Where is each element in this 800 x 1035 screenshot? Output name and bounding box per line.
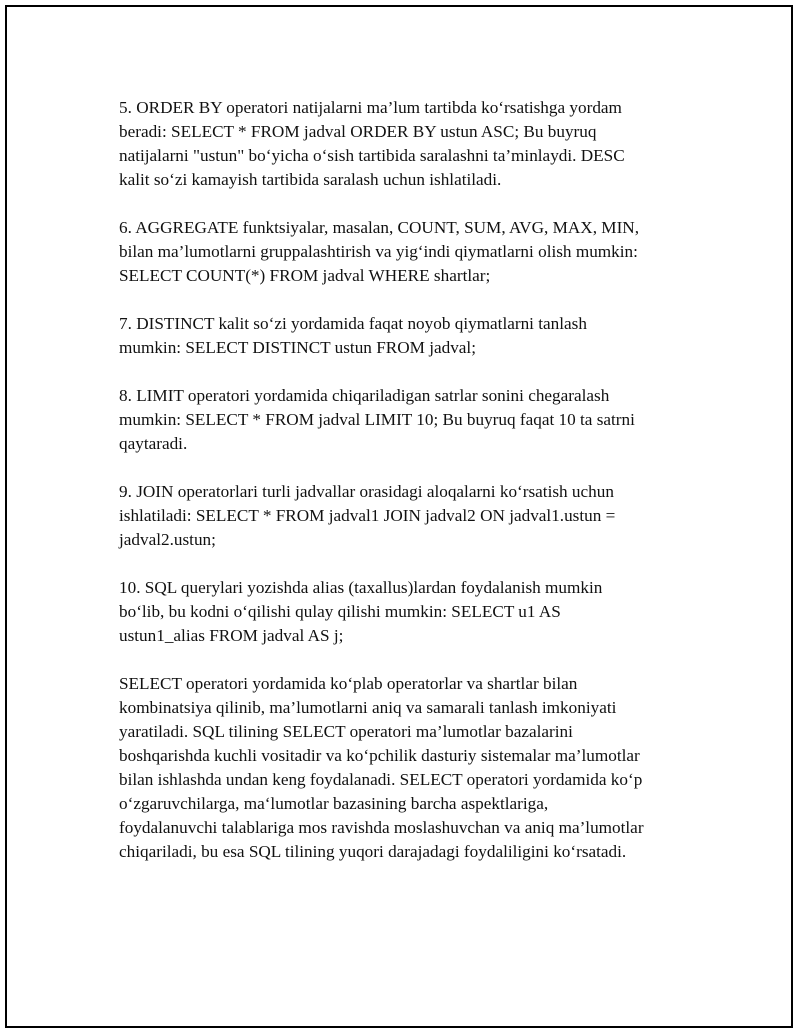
paragraph-alias: 10. SQL querylari yozishda alias (taxallus)lardan foydalanish mumkin bo‘lib, bu kodni o‘qilishi qulay qilishi mumkin: SELECT u1 AS ustun1_alias FROM jadval AS j; (119, 578, 603, 645)
paragraph-order-by: 5. ORDER BY operatori natijalarni ma’lum tartibda ko‘rsatishga yordam beradi: SELECT * FROM jadval ORDER BY ustun ASC; Bu buyruq natijalarni "ustun" bo‘yicha o‘sish tartibida saralashni ta’minlaydi. DESC kalit so‘zi kamayish tartibida saralash uchun ishlatiladi. (119, 98, 625, 189)
document-body (119, 96, 709, 864)
paragraph-aggregate: 6. AGGREGATE funktsiyalar, masalan, COUNT, SUM, AVG, MAX, MIN, bilan ma’lumotlarni gruppalashtirish va yig‘indi qiymatlarni olish mumkin: SELECT COUNT(*) FROM jadval WHERE shartlar; (119, 218, 639, 285)
paragraph-join: 9. JOIN operatorlari turli jadvallar orasidagi aloqalarni ko‘rsatish uchun ishlatiladi: SELECT * FROM jadval1 JOIN jadval2 ON jadval1.ustun = jadval2.ustun; (119, 482, 616, 549)
paragraph-summary: SELECT operatori yordamida ko‘plab operatorlar va shartlar bilan kombinatsiya qilinib, ma’lumotlarni aniq va samarali tanlash imkoniyati yaratiladi. SQL tilining SELECT operatori ma’lumotlar bazalarini boshqarishda kuchli vositadir va ko‘pchilik dasturiy sistemalar ma’lumotlar bilan ishlashda undan keng foydalanadi. SELECT operatori yordamida ko‘p o‘zgaruvchilarga, ma‘lumotlar bazasining barcha aspektlariga, foydalanuvchi talablariga mos ravishda moslashuvchan va aniq ma’lumotlar chiqariladi, bu esa SQL tilining yuqori darajadagi foydaliligini ko‘rsatadi. (119, 674, 644, 861)
document-page (5, 5, 793, 1028)
paragraph-distinct: 7. DISTINCT kalit so‘zi yordamida faqat noyob qiymatlarni tanlash mumkin: SELECT DISTINCT ustun FROM jadval; (119, 314, 587, 357)
paragraph-limit: 8. LIMIT operatori yordamida chiqariladigan satrlar sonini chegaralash mumkin: SELECT * FROM jadval LIMIT 10; Bu buyruq faqat 10 ta satrni qaytaradi. (119, 386, 635, 453)
